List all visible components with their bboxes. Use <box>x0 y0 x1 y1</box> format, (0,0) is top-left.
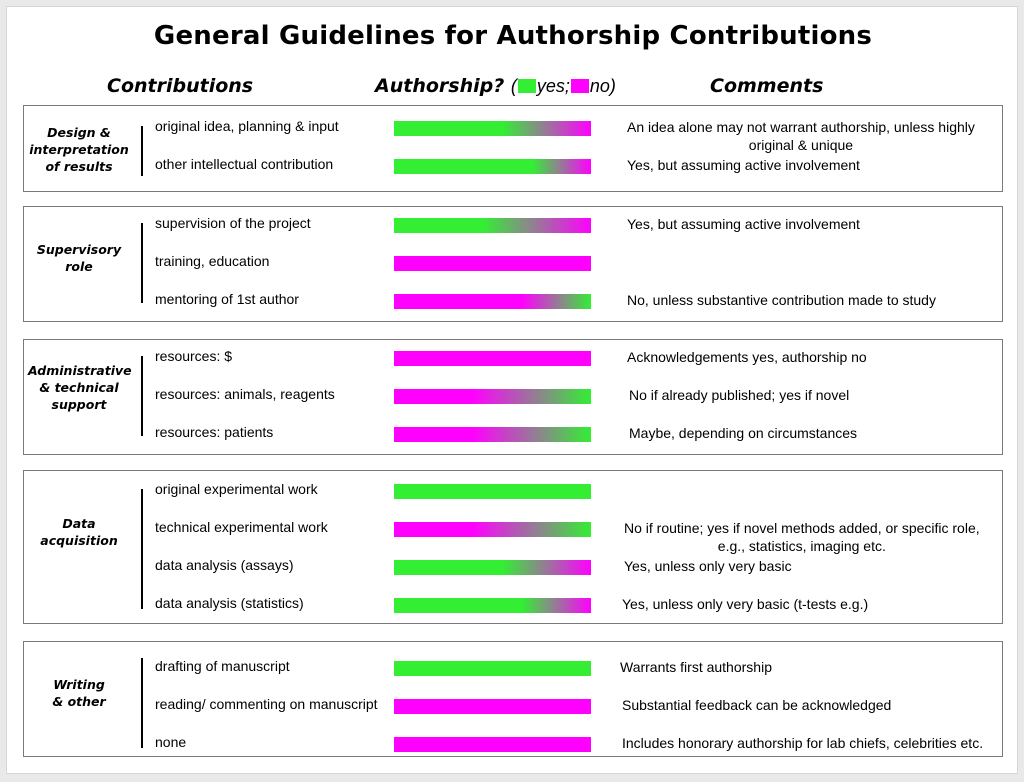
authorship-bar <box>394 598 591 613</box>
comment-line: Includes honorary authorship for lab chiefs, celebrities etc. <box>622 735 984 751</box>
authorship-bar <box>394 159 591 174</box>
comment-line: Yes, unless only very basic (t-tests e.g.) <box>622 596 869 612</box>
comment-text <box>627 118 975 154</box>
contribution-label: data analysis (statistics) <box>155 595 304 611</box>
contribution-row <box>24 213 1002 235</box>
contribution-label: other intellectual contribution <box>155 156 334 172</box>
legend-yes-label: yes; <box>536 76 570 96</box>
category-label-line: Data <box>62 516 96 531</box>
contribution-label: resources: $ <box>155 348 233 364</box>
category-label-line: support <box>51 397 107 412</box>
category-label-line: acquisition <box>40 533 118 548</box>
contribution-row <box>24 593 1002 615</box>
comment-text <box>627 291 936 309</box>
comment-line: Yes, but assuming active involvement <box>627 157 860 173</box>
contribution-label: reading/ commenting on manuscript <box>155 696 378 712</box>
comment-line: original & unique <box>748 137 854 153</box>
contribution-row <box>24 251 1002 273</box>
comment-line: No if routine; yes if novel methods added, or specific role, <box>624 520 980 536</box>
authorship-bar <box>394 661 591 676</box>
contribution-label: resources: animals, reagents <box>155 386 335 402</box>
contribution-label: original experimental work <box>155 481 318 497</box>
contribution-row <box>24 289 1002 311</box>
authorship-bar <box>394 484 591 499</box>
contribution-row <box>24 555 1002 577</box>
contributions-header: Contributions <box>107 75 254 97</box>
page-title: General Guidelines for Authorship Contributions <box>153 21 873 51</box>
authorship-header <box>375 75 616 97</box>
comment-line: Substantial feedback can be acknowledged <box>622 697 892 713</box>
contribution-label: original idea, planning & input <box>155 118 339 134</box>
comment-line: Yes, unless only very basic <box>624 558 792 574</box>
comment-line: No if already published; yes if novel <box>629 387 850 403</box>
legend-yes-swatch <box>518 79 536 93</box>
contribution-row <box>24 694 1002 716</box>
authorship-bar <box>394 389 591 404</box>
category-label-line: Writing <box>53 677 105 692</box>
authorship-bar <box>394 294 591 309</box>
authorship-bar <box>394 351 591 366</box>
category-label-line: & other <box>52 694 106 709</box>
authorship-bar <box>394 737 591 752</box>
section-box <box>23 206 1003 322</box>
authorship-bar <box>394 121 591 136</box>
comment-text <box>620 658 772 676</box>
category-label-line: interpretation <box>29 142 129 157</box>
comment-text <box>627 215 860 233</box>
comment-line: An idea alone may not warrant authorship, unless highly <box>627 119 975 135</box>
contribution-row <box>24 656 1002 678</box>
comment-text <box>629 386 849 404</box>
comment-line: No, unless substantive contribution made to study <box>627 292 936 308</box>
category-label-line: Design & <box>47 125 111 140</box>
category-label-line: & technical <box>39 380 119 395</box>
authorship-bar <box>394 256 591 271</box>
category-divider <box>141 489 143 609</box>
category-label-line: Administrative <box>28 363 132 378</box>
contribution-label: technical experimental work <box>155 519 328 535</box>
authorship-bar <box>394 218 591 233</box>
authorship-bar <box>394 560 591 575</box>
comments-header: Comments <box>710 75 824 97</box>
contribution-row <box>24 732 1002 754</box>
comment-line: Yes, but assuming active involvement <box>627 216 860 232</box>
authorship-bar <box>394 427 591 442</box>
comment-text <box>627 156 860 174</box>
category-label-line: Supervisory <box>36 242 122 257</box>
contribution-label: mentoring of 1st author <box>155 291 299 307</box>
contribution-label: data analysis (assays) <box>155 557 294 573</box>
contribution-row <box>24 479 1002 501</box>
contribution-row <box>24 384 1002 406</box>
comment-line: Warrants first authorship <box>620 659 772 675</box>
comment-line: Acknowledgements yes, authorship no <box>627 349 867 365</box>
slide <box>6 6 1018 774</box>
comment-text <box>629 424 857 442</box>
comment-text <box>622 696 891 714</box>
legend-open-paren: ( <box>510 76 517 96</box>
comment-text <box>622 734 983 752</box>
section-box <box>23 470 1003 624</box>
comment-text <box>624 557 792 575</box>
contribution-label: training, education <box>155 253 270 269</box>
section-box <box>23 641 1003 757</box>
contribution-label: resources: patients <box>155 424 274 440</box>
authorship-bar <box>394 522 591 537</box>
contribution-row <box>24 422 1002 444</box>
section-box <box>23 105 1003 192</box>
comment-line: Maybe, depending on circumstances <box>629 425 858 441</box>
contribution-label: supervision of the project <box>155 215 311 231</box>
contribution-label: drafting of manuscript <box>155 658 290 674</box>
authorship-bar <box>394 699 591 714</box>
category-label-line: of results <box>45 159 113 174</box>
comment-text <box>627 348 867 366</box>
section-box <box>23 339 1003 455</box>
legend-no-swatch <box>571 79 589 93</box>
contribution-label: none <box>155 734 187 750</box>
contribution-row <box>24 346 1002 368</box>
comment-line: e.g., statistics, imaging etc. <box>717 538 886 554</box>
legend-no-label: no) <box>589 76 616 96</box>
comment-text <box>622 595 868 613</box>
contribution-row <box>24 154 1002 176</box>
category-label-line: role <box>65 259 93 274</box>
authorship-header-label: Authorship? <box>375 75 505 97</box>
comment-text <box>624 519 980 555</box>
